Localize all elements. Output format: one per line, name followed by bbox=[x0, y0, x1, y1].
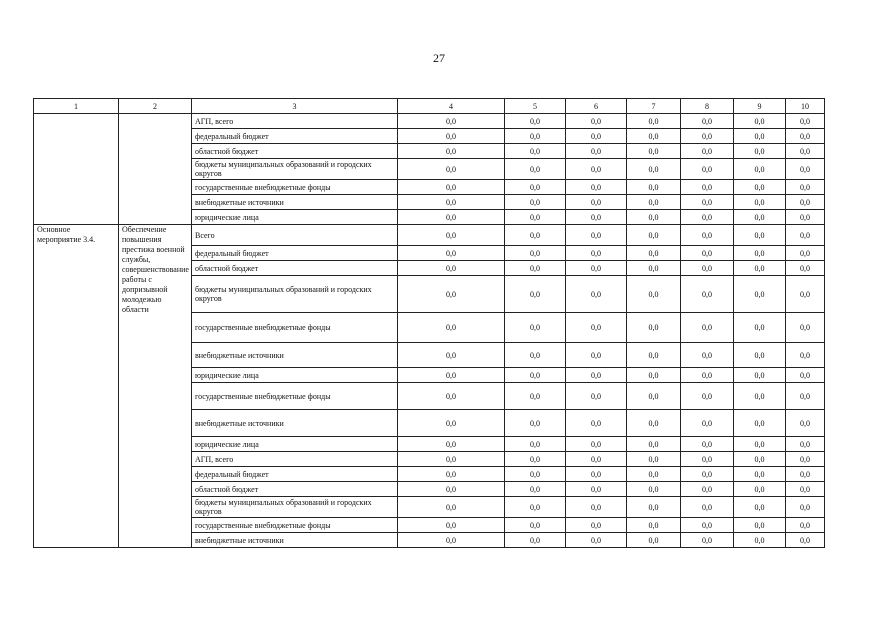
value-cell: 0,0 bbox=[681, 195, 734, 210]
value-cell: 0,0 bbox=[566, 518, 627, 533]
value-cell: 0,0 bbox=[681, 467, 734, 482]
value-cell: 0,0 bbox=[681, 246, 734, 261]
value-cell: 0,0 bbox=[734, 129, 786, 144]
value-cell: 0,0 bbox=[505, 368, 566, 383]
value-cell: 0,0 bbox=[398, 343, 505, 368]
value-cell: 0,0 bbox=[681, 482, 734, 497]
value-cell: 0,0 bbox=[786, 180, 825, 195]
value-cell: 0,0 bbox=[627, 195, 681, 210]
value-cell: 0,0 bbox=[786, 533, 825, 548]
value-cell: 0,0 bbox=[627, 437, 681, 452]
funding-source-label: областной бюджет bbox=[192, 482, 398, 497]
value-cell: 0,0 bbox=[505, 159, 566, 180]
funding-source-label: АГП, всего bbox=[192, 114, 398, 129]
value-cell: 0,0 bbox=[734, 210, 786, 225]
value-cell: 0,0 bbox=[398, 225, 505, 246]
funding-source-label: бюджеты муниципальных образований и городских округов bbox=[192, 497, 398, 518]
value-cell: 0,0 bbox=[627, 261, 681, 276]
value-cell: 0,0 bbox=[734, 159, 786, 180]
value-cell: 0,0 bbox=[786, 313, 825, 343]
value-cell: 0,0 bbox=[566, 410, 627, 437]
funding-source-label: юридические лица bbox=[192, 368, 398, 383]
value-cell: 0,0 bbox=[734, 225, 786, 246]
funding-source-label: внебюджетные источники bbox=[192, 195, 398, 210]
value-cell: 0,0 bbox=[566, 313, 627, 343]
value-cell: 0,0 bbox=[627, 114, 681, 129]
value-cell: 0,0 bbox=[627, 276, 681, 313]
value-cell: 0,0 bbox=[681, 180, 734, 195]
column-header: 10 bbox=[786, 99, 825, 114]
value-cell: 0,0 bbox=[566, 129, 627, 144]
value-cell: 0,0 bbox=[734, 114, 786, 129]
value-cell: 0,0 bbox=[398, 482, 505, 497]
value-cell: 0,0 bbox=[734, 452, 786, 467]
value-cell: 0,0 bbox=[734, 467, 786, 482]
value-cell: 0,0 bbox=[786, 195, 825, 210]
value-cell: 0,0 bbox=[398, 368, 505, 383]
value-cell: 0,0 bbox=[398, 410, 505, 437]
value-cell: 0,0 bbox=[734, 383, 786, 410]
value-cell: 0,0 bbox=[627, 210, 681, 225]
funding-source-label: государственные внебюджетные фонды bbox=[192, 518, 398, 533]
value-cell: 0,0 bbox=[627, 452, 681, 467]
value-cell: 0,0 bbox=[566, 276, 627, 313]
value-cell: 0,0 bbox=[681, 368, 734, 383]
value-cell: 0,0 bbox=[681, 533, 734, 548]
value-cell: 0,0 bbox=[681, 129, 734, 144]
value-cell: 0,0 bbox=[398, 159, 505, 180]
value-cell: 0,0 bbox=[398, 383, 505, 410]
funding-source-label: внебюджетные источники bbox=[192, 343, 398, 368]
value-cell: 0,0 bbox=[627, 159, 681, 180]
value-cell: 0,0 bbox=[681, 518, 734, 533]
value-cell: 0,0 bbox=[398, 210, 505, 225]
funding-source-label: внебюджетные источники bbox=[192, 533, 398, 548]
value-cell: 0,0 bbox=[786, 368, 825, 383]
value-cell: 0,0 bbox=[681, 343, 734, 368]
funding-source-label: АГП, всего bbox=[192, 452, 398, 467]
funding-source-label: Всего bbox=[192, 225, 398, 246]
funding-source-label: бюджеты муниципальных образований и городских округов bbox=[192, 159, 398, 180]
value-cell: 0,0 bbox=[398, 276, 505, 313]
value-cell: 0,0 bbox=[627, 533, 681, 548]
value-cell: 0,0 bbox=[786, 343, 825, 368]
value-cell: 0,0 bbox=[786, 518, 825, 533]
value-cell: 0,0 bbox=[398, 180, 505, 195]
value-cell: 0,0 bbox=[786, 410, 825, 437]
column-header: 4 bbox=[398, 99, 505, 114]
value-cell: 0,0 bbox=[734, 276, 786, 313]
value-cell: 0,0 bbox=[566, 180, 627, 195]
value-cell: 0,0 bbox=[786, 467, 825, 482]
empty-cell bbox=[34, 114, 119, 225]
value-cell: 0,0 bbox=[505, 195, 566, 210]
value-cell: 0,0 bbox=[627, 144, 681, 159]
column-header: 1 bbox=[34, 99, 119, 114]
value-cell: 0,0 bbox=[627, 225, 681, 246]
value-cell: 0,0 bbox=[505, 533, 566, 548]
value-cell: 0,0 bbox=[786, 482, 825, 497]
value-cell: 0,0 bbox=[505, 144, 566, 159]
value-cell: 0,0 bbox=[734, 246, 786, 261]
table-row bbox=[34, 114, 825, 129]
value-cell: 0,0 bbox=[505, 410, 566, 437]
value-cell: 0,0 bbox=[681, 452, 734, 467]
value-cell: 0,0 bbox=[505, 518, 566, 533]
value-cell: 0,0 bbox=[786, 129, 825, 144]
column-header: 5 bbox=[505, 99, 566, 114]
column-header: 3 bbox=[192, 99, 398, 114]
value-cell: 0,0 bbox=[681, 497, 734, 518]
value-cell: 0,0 bbox=[734, 343, 786, 368]
value-cell: 0,0 bbox=[566, 210, 627, 225]
funding-source-label: юридические лица bbox=[192, 210, 398, 225]
measure-name: Основное мероприятие 3.4. bbox=[34, 225, 119, 548]
value-cell: 0,0 bbox=[734, 144, 786, 159]
value-cell: 0,0 bbox=[505, 313, 566, 343]
funding-source-label: юридические лица bbox=[192, 437, 398, 452]
value-cell: 0,0 bbox=[627, 368, 681, 383]
value-cell: 0,0 bbox=[566, 114, 627, 129]
value-cell: 0,0 bbox=[734, 368, 786, 383]
value-cell: 0,0 bbox=[627, 343, 681, 368]
funding-source-label: областной бюджет bbox=[192, 261, 398, 276]
value-cell: 0,0 bbox=[734, 437, 786, 452]
value-cell: 0,0 bbox=[566, 246, 627, 261]
value-cell: 0,0 bbox=[786, 144, 825, 159]
value-cell: 0,0 bbox=[734, 533, 786, 548]
value-cell: 0,0 bbox=[681, 261, 734, 276]
value-cell: 0,0 bbox=[566, 225, 627, 246]
column-header: 2 bbox=[119, 99, 192, 114]
value-cell: 0,0 bbox=[505, 261, 566, 276]
value-cell: 0,0 bbox=[734, 482, 786, 497]
value-cell: 0,0 bbox=[398, 497, 505, 518]
value-cell: 0,0 bbox=[681, 383, 734, 410]
value-cell: 0,0 bbox=[786, 497, 825, 518]
value-cell: 0,0 bbox=[734, 410, 786, 437]
value-cell: 0,0 bbox=[734, 518, 786, 533]
value-cell: 0,0 bbox=[681, 313, 734, 343]
value-cell: 0,0 bbox=[566, 159, 627, 180]
value-cell: 0,0 bbox=[681, 410, 734, 437]
page-number: 27 bbox=[433, 51, 445, 65]
value-cell: 0,0 bbox=[505, 383, 566, 410]
value-cell: 0,0 bbox=[786, 261, 825, 276]
column-header: 7 bbox=[627, 99, 681, 114]
empty-cell bbox=[119, 114, 192, 225]
value-cell: 0,0 bbox=[627, 497, 681, 518]
value-cell: 0,0 bbox=[566, 383, 627, 410]
value-cell: 0,0 bbox=[566, 497, 627, 518]
value-cell: 0,0 bbox=[681, 210, 734, 225]
value-cell: 0,0 bbox=[505, 343, 566, 368]
funding-source-label: государственные внебюджетные фонды bbox=[192, 383, 398, 410]
value-cell: 0,0 bbox=[398, 246, 505, 261]
value-cell: 0,0 bbox=[786, 276, 825, 313]
funding-source-label: федеральный бюджет bbox=[192, 246, 398, 261]
value-cell: 0,0 bbox=[566, 482, 627, 497]
value-cell: 0,0 bbox=[681, 276, 734, 313]
funding-source-label: государственные внебюджетные фонды bbox=[192, 313, 398, 343]
value-cell: 0,0 bbox=[398, 437, 505, 452]
value-cell: 0,0 bbox=[786, 159, 825, 180]
value-cell: 0,0 bbox=[505, 452, 566, 467]
value-cell: 0,0 bbox=[786, 246, 825, 261]
value-cell: 0,0 bbox=[505, 210, 566, 225]
value-cell: 0,0 bbox=[566, 437, 627, 452]
value-cell: 0,0 bbox=[505, 467, 566, 482]
column-header: 9 bbox=[734, 99, 786, 114]
value-cell: 0,0 bbox=[627, 518, 681, 533]
value-cell: 0,0 bbox=[505, 114, 566, 129]
value-cell: 0,0 bbox=[627, 246, 681, 261]
value-cell: 0,0 bbox=[398, 261, 505, 276]
value-cell: 0,0 bbox=[398, 467, 505, 482]
value-cell: 0,0 bbox=[398, 313, 505, 343]
value-cell: 0,0 bbox=[681, 144, 734, 159]
value-cell: 0,0 bbox=[734, 313, 786, 343]
value-cell: 0,0 bbox=[681, 225, 734, 246]
value-cell: 0,0 bbox=[566, 261, 627, 276]
value-cell: 0,0 bbox=[681, 437, 734, 452]
budget-table bbox=[33, 98, 825, 548]
funding-source-label: федеральный бюджет bbox=[192, 467, 398, 482]
value-cell: 0,0 bbox=[398, 144, 505, 159]
value-cell: 0,0 bbox=[398, 195, 505, 210]
value-cell: 0,0 bbox=[566, 195, 627, 210]
value-cell: 0,0 bbox=[681, 114, 734, 129]
value-cell: 0,0 bbox=[786, 210, 825, 225]
value-cell: 0,0 bbox=[398, 452, 505, 467]
funding-source-label: федеральный бюджет bbox=[192, 129, 398, 144]
value-cell: 0,0 bbox=[566, 343, 627, 368]
funding-source-label: областной бюджет bbox=[192, 144, 398, 159]
value-cell: 0,0 bbox=[734, 261, 786, 276]
value-cell: 0,0 bbox=[398, 518, 505, 533]
value-cell: 0,0 bbox=[398, 129, 505, 144]
value-cell: 0,0 bbox=[786, 225, 825, 246]
value-cell: 0,0 bbox=[398, 114, 505, 129]
funding-source-label: государственные внебюджетные фонды bbox=[192, 180, 398, 195]
value-cell: 0,0 bbox=[786, 114, 825, 129]
measure-description: Обеспечение повышения престижа военной службы, совершенствование работы с допризывной молодежью области bbox=[119, 225, 192, 548]
value-cell: 0,0 bbox=[505, 497, 566, 518]
value-cell: 0,0 bbox=[505, 129, 566, 144]
table-row bbox=[34, 225, 825, 246]
value-cell: 0,0 bbox=[505, 225, 566, 246]
column-header: 6 bbox=[566, 99, 627, 114]
header-row bbox=[34, 99, 825, 114]
value-cell: 0,0 bbox=[627, 410, 681, 437]
value-cell: 0,0 bbox=[734, 195, 786, 210]
value-cell: 0,0 bbox=[627, 129, 681, 144]
value-cell: 0,0 bbox=[627, 180, 681, 195]
funding-source-label: внебюджетные источники bbox=[192, 410, 398, 437]
value-cell: 0,0 bbox=[505, 180, 566, 195]
value-cell: 0,0 bbox=[505, 437, 566, 452]
value-cell: 0,0 bbox=[734, 497, 786, 518]
funding-source-label: бюджеты муниципальных образований и городских округов bbox=[192, 276, 398, 313]
value-cell: 0,0 bbox=[627, 467, 681, 482]
value-cell: 0,0 bbox=[786, 383, 825, 410]
value-cell: 0,0 bbox=[566, 144, 627, 159]
value-cell: 0,0 bbox=[681, 159, 734, 180]
value-cell: 0,0 bbox=[398, 533, 505, 548]
value-cell: 0,0 bbox=[566, 368, 627, 383]
value-cell: 0,0 bbox=[786, 437, 825, 452]
value-cell: 0,0 bbox=[505, 276, 566, 313]
value-cell: 0,0 bbox=[505, 246, 566, 261]
value-cell: 0,0 bbox=[566, 533, 627, 548]
value-cell: 0,0 bbox=[627, 482, 681, 497]
column-header: 8 bbox=[681, 99, 734, 114]
value-cell: 0,0 bbox=[566, 452, 627, 467]
value-cell: 0,0 bbox=[734, 180, 786, 195]
value-cell: 0,0 bbox=[786, 452, 825, 467]
value-cell: 0,0 bbox=[627, 313, 681, 343]
value-cell: 0,0 bbox=[505, 482, 566, 497]
value-cell: 0,0 bbox=[627, 383, 681, 410]
value-cell: 0,0 bbox=[566, 467, 627, 482]
